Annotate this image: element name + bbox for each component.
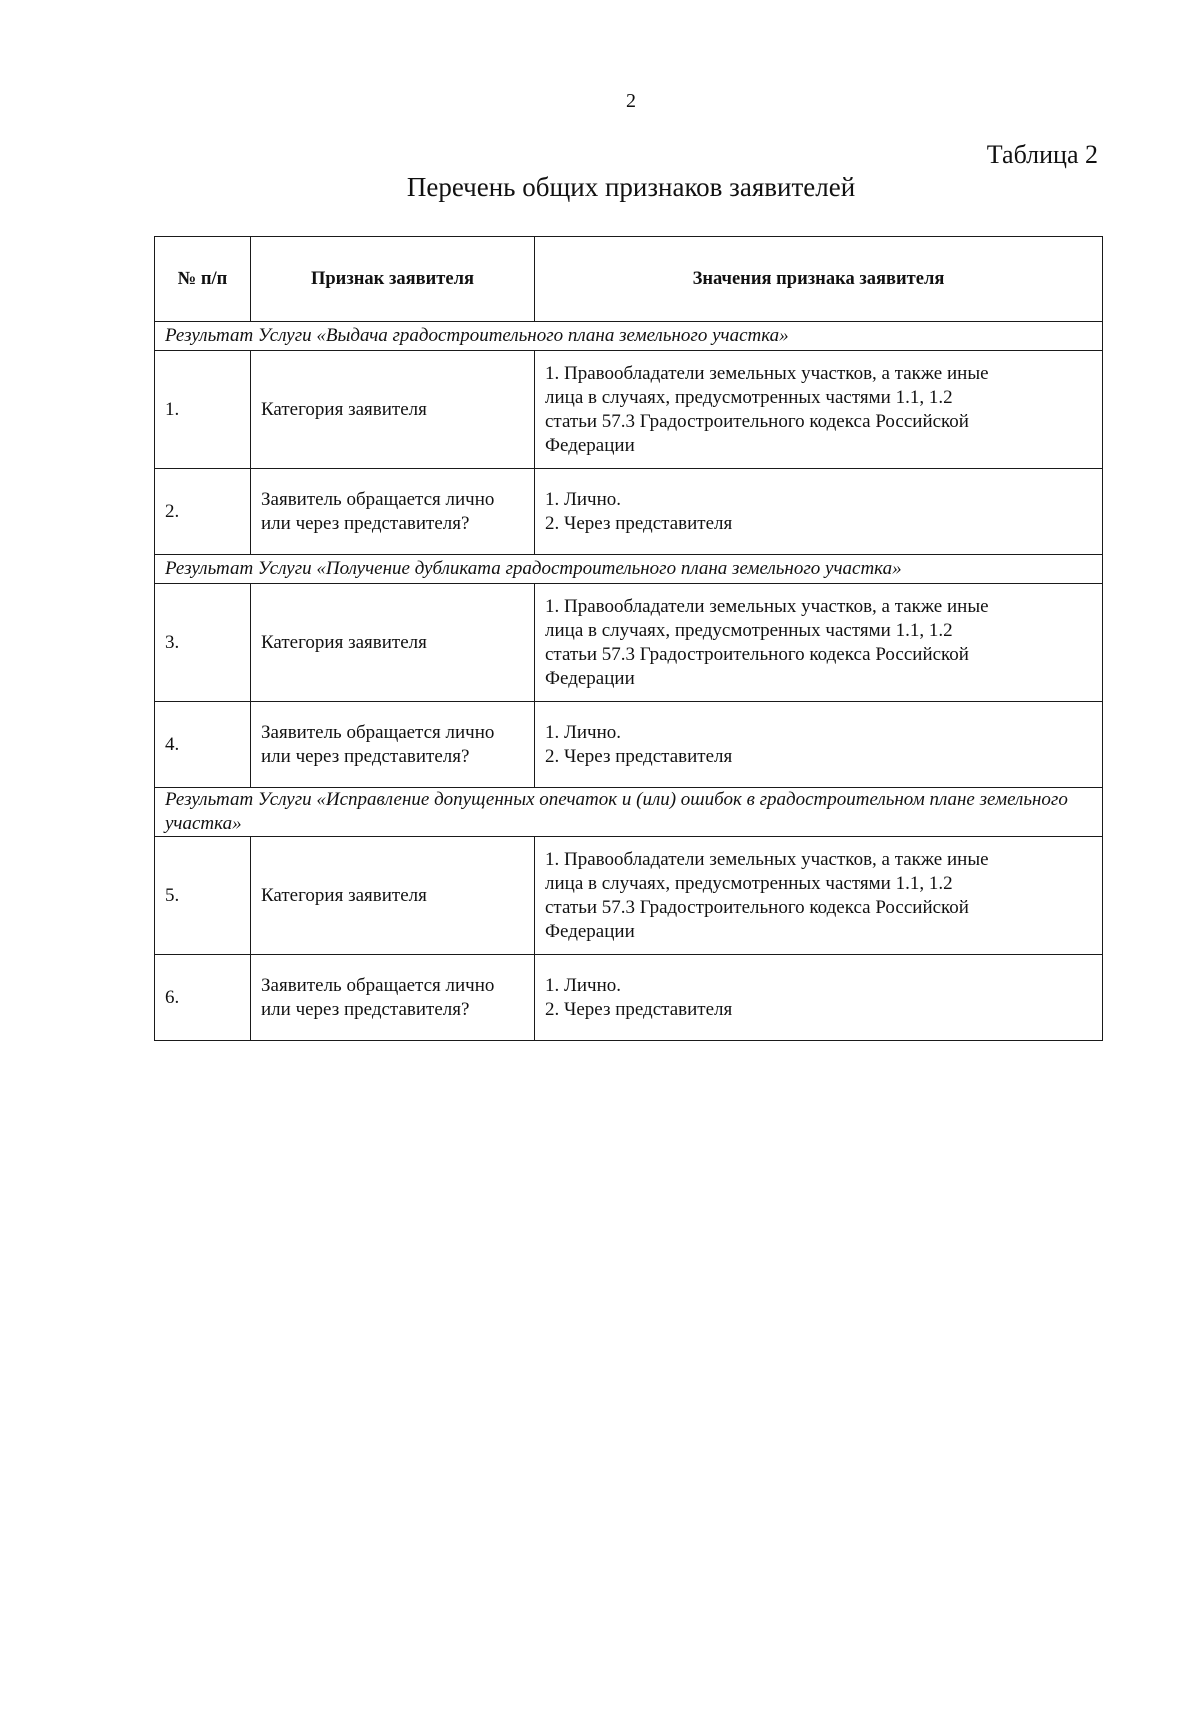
section-title: Результат Услуги «Исправление допущенных опечаток и (или) ошибок в градостроительном плане земельного участка» <box>155 788 1103 837</box>
table-row <box>155 351 1103 469</box>
table-row <box>155 469 1103 555</box>
value-line: статьи 57.3 Градостроительного кодекса Российской <box>545 643 969 665</box>
header-value: Значения признака заявителя <box>535 237 1103 322</box>
value-line: статьи 57.3 Градостроительного кодекса Российской <box>545 896 969 918</box>
value-line: 1. Лично. <box>545 721 622 743</box>
row-number: 4. <box>155 702 251 788</box>
value-line: 1. Правообладатели земельных участков, а также иные <box>545 362 989 384</box>
section-title: Результат Услуги «Получение дубликата градостроительного плана земельного участка» <box>155 555 1103 584</box>
value-line: Федерации <box>545 920 635 942</box>
row-number: 6. <box>155 955 251 1041</box>
document-title: Перечень общих признаков заявителей <box>406 172 856 202</box>
value-line: 2. Через представителя <box>545 745 733 767</box>
row-attribute <box>251 469 535 555</box>
value-line: лица в случаях, предусмотренных частями 1.1, 1.2 <box>545 619 953 641</box>
row-attribute: Категория заявителя <box>251 584 535 702</box>
attribute-line: Заявитель обращается лично <box>261 974 495 996</box>
row-number: 3. <box>155 584 251 702</box>
value-line: 1. Правообладатели земельных участков, а также иные <box>545 848 989 870</box>
value-line: лица в случаях, предусмотренных частями 1.1, 1.2 <box>545 872 953 894</box>
value-line: лица в случаях, предусмотренных частями 1.1, 1.2 <box>545 386 953 408</box>
header-number: № п/п <box>155 237 251 322</box>
header-row <box>155 237 1103 322</box>
value-line: 2. Через представителя <box>545 998 733 1020</box>
row-attribute <box>251 955 535 1041</box>
table-row <box>155 837 1103 955</box>
row-value <box>535 351 1103 469</box>
table-row <box>155 955 1103 1041</box>
value-line: Федерации <box>545 434 635 456</box>
value-line: 2. Через представителя <box>545 512 733 534</box>
attribute-line: или через представителя? <box>261 512 470 534</box>
header-attribute: Признак заявителя <box>251 237 535 322</box>
row-number: 5. <box>155 837 251 955</box>
attribute-line: Заявитель обращается лично <box>261 721 495 743</box>
value-line: статьи 57.3 Градостроительного кодекса Российской <box>545 410 969 432</box>
row-number: 1. <box>155 351 251 469</box>
value-line: 1. Лично. <box>545 974 622 996</box>
value-line: 1. Правообладатели земельных участков, а также иные <box>545 595 989 617</box>
row-value <box>535 955 1103 1041</box>
section-row <box>155 555 1103 584</box>
attribute-line: Заявитель обращается лично <box>261 488 495 510</box>
section-row <box>155 788 1103 837</box>
row-value <box>535 837 1103 955</box>
attribute-line: или через представителя? <box>261 998 470 1020</box>
row-value <box>535 702 1103 788</box>
table-header <box>155 237 1103 322</box>
table-label: Таблица 2 <box>986 140 1098 169</box>
table-row <box>155 702 1103 788</box>
row-number: 2. <box>155 469 251 555</box>
page-number: 2 <box>626 90 636 112</box>
row-value <box>535 584 1103 702</box>
row-value <box>535 469 1103 555</box>
section-title: Результат Услуги «Выдача градостроительного плана земельного участка» <box>155 322 1103 351</box>
table-body <box>155 322 1103 1041</box>
attribute-line: или через представителя? <box>261 745 470 767</box>
row-attribute: Категория заявителя <box>251 837 535 955</box>
row-attribute <box>251 702 535 788</box>
value-line: 1. Лично. <box>545 488 622 510</box>
row-attribute: Категория заявителя <box>251 351 535 469</box>
table-row <box>155 584 1103 702</box>
applicant-attributes-table <box>154 236 1103 1041</box>
section-row <box>155 322 1103 351</box>
value-line: Федерации <box>545 667 635 689</box>
